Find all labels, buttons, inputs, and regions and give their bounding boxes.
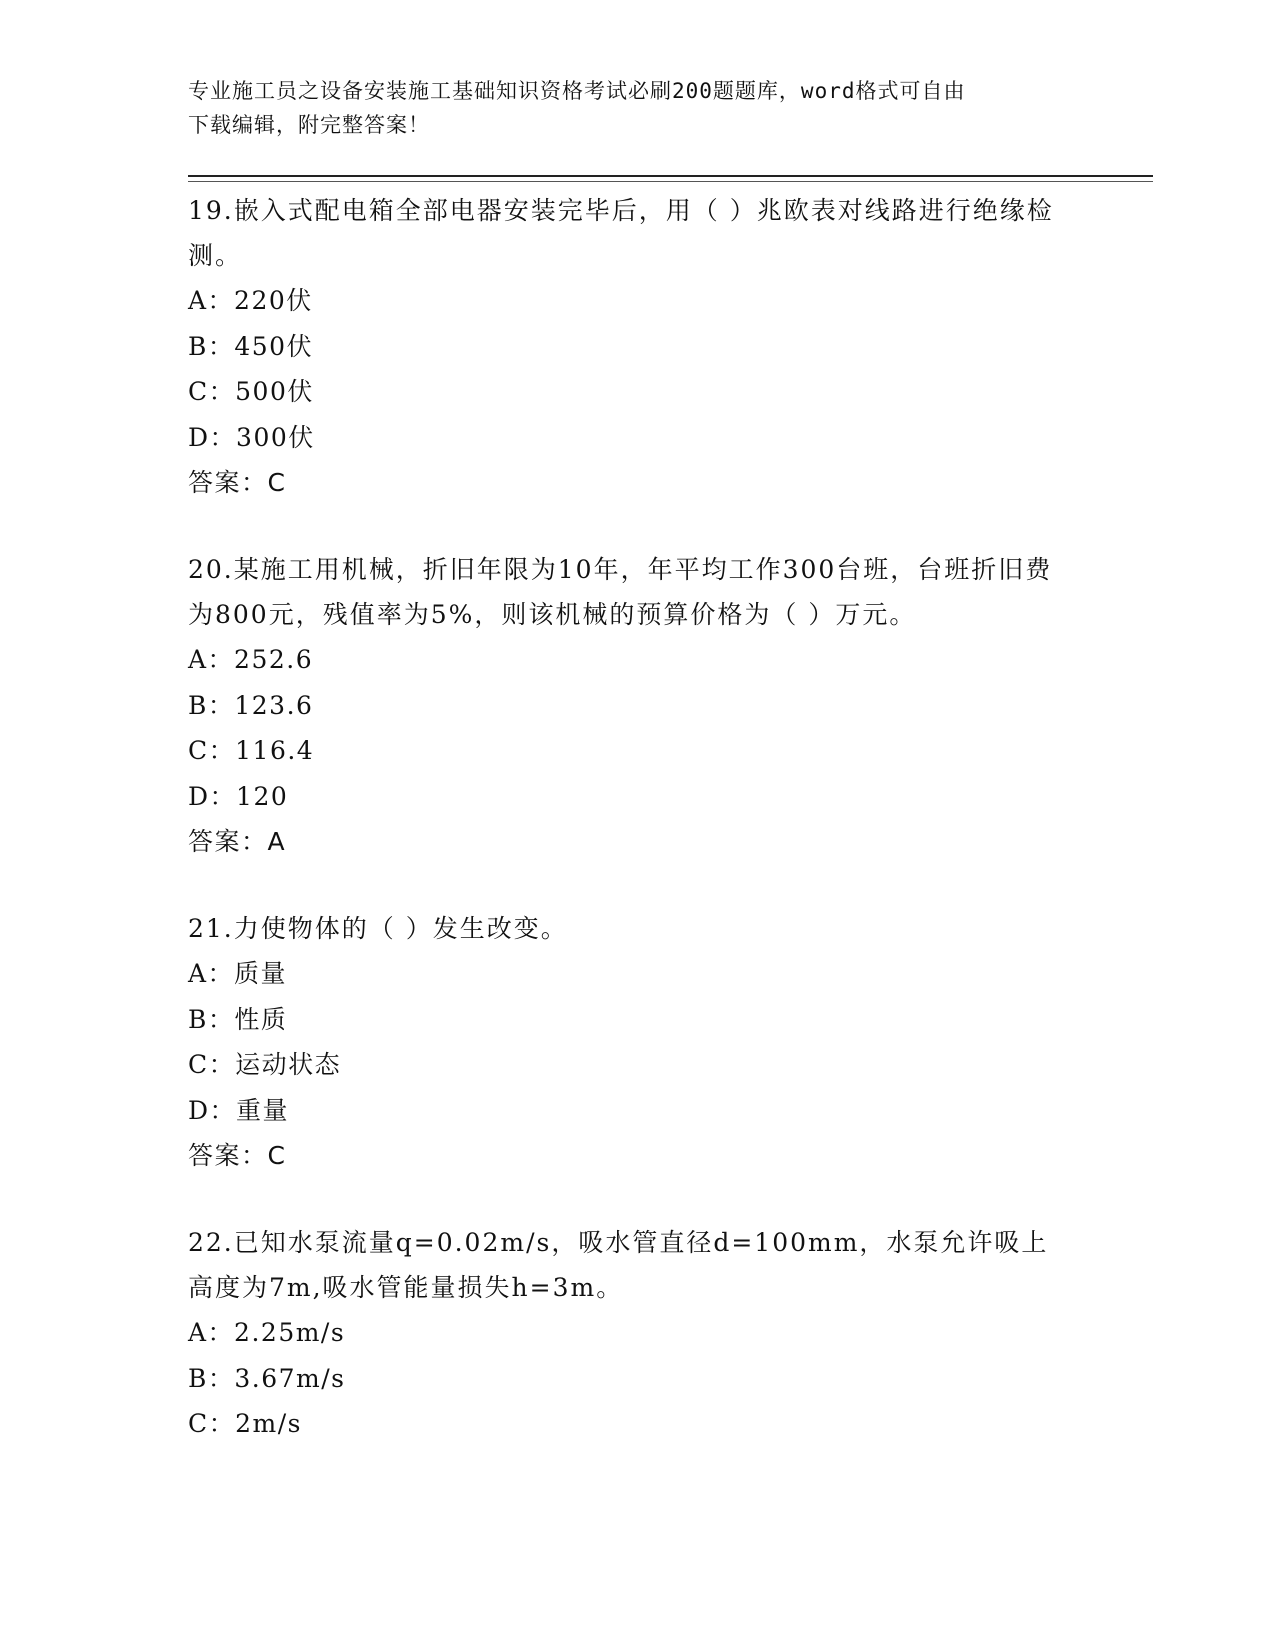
question-stem: 19.嵌入式配电箱全部电器安装完毕后，用（ ）兆欧表对线路进行绝缘检测。 xyxy=(188,196,1054,270)
question-20 xyxy=(188,547,1068,864)
option-a: A：220伏 xyxy=(188,286,313,315)
option-c: C：2m/s xyxy=(188,1409,302,1438)
option-d: D：重量 xyxy=(188,1095,290,1125)
answer-line: 答案：A xyxy=(188,827,287,856)
question-21 xyxy=(188,906,1068,1178)
question-list xyxy=(188,188,1068,1489)
question-22 xyxy=(188,1220,1068,1447)
option-c: C：500伏 xyxy=(188,377,314,406)
option-c: C：运动状态 xyxy=(188,1050,342,1079)
option-b: B：123.6 xyxy=(188,690,314,720)
question-stem: 22.已知水泵流量q=0.02m/s，吸水管直径d=100mm，水泵允许吸上高度为7m,吸水管能量损失h=3m。 xyxy=(188,1228,1049,1302)
option-b: B：3.67m/s xyxy=(188,1363,346,1393)
header-divider-thick xyxy=(188,175,1153,177)
question-19 xyxy=(188,188,1068,505)
document-header xyxy=(188,74,1068,142)
option-d: D：300伏 xyxy=(188,422,315,452)
question-stem: 20.某施工用机械，折旧年限为10年，年平均工作300台班，台班折旧费为800元，残值率为5%，则该机械的预算价格为（ ）万元。 xyxy=(188,555,1053,629)
answer-line: 答案：C xyxy=(188,1141,287,1170)
header-line-2: 下载编辑，附完整答案！ xyxy=(188,113,430,137)
option-a: A：质量 xyxy=(188,959,288,988)
question-stem: 21.力使物体的（ ）发生改变。 xyxy=(188,914,568,943)
header-line-1: 专业施工员之设备安装施工基础知识资格考试必刷200题题库，word格式可自由 xyxy=(188,79,966,103)
header-divider-thin xyxy=(188,181,1153,182)
option-a: A：2.25m/s xyxy=(188,1318,346,1347)
option-a: A：252.6 xyxy=(188,645,314,674)
option-b: B：性质 xyxy=(188,1004,288,1034)
option-c: C：116.4 xyxy=(188,736,315,765)
answer-line: 答案：C xyxy=(188,468,287,497)
option-d: D：120 xyxy=(188,781,289,811)
option-b: B：450伏 xyxy=(188,331,314,361)
